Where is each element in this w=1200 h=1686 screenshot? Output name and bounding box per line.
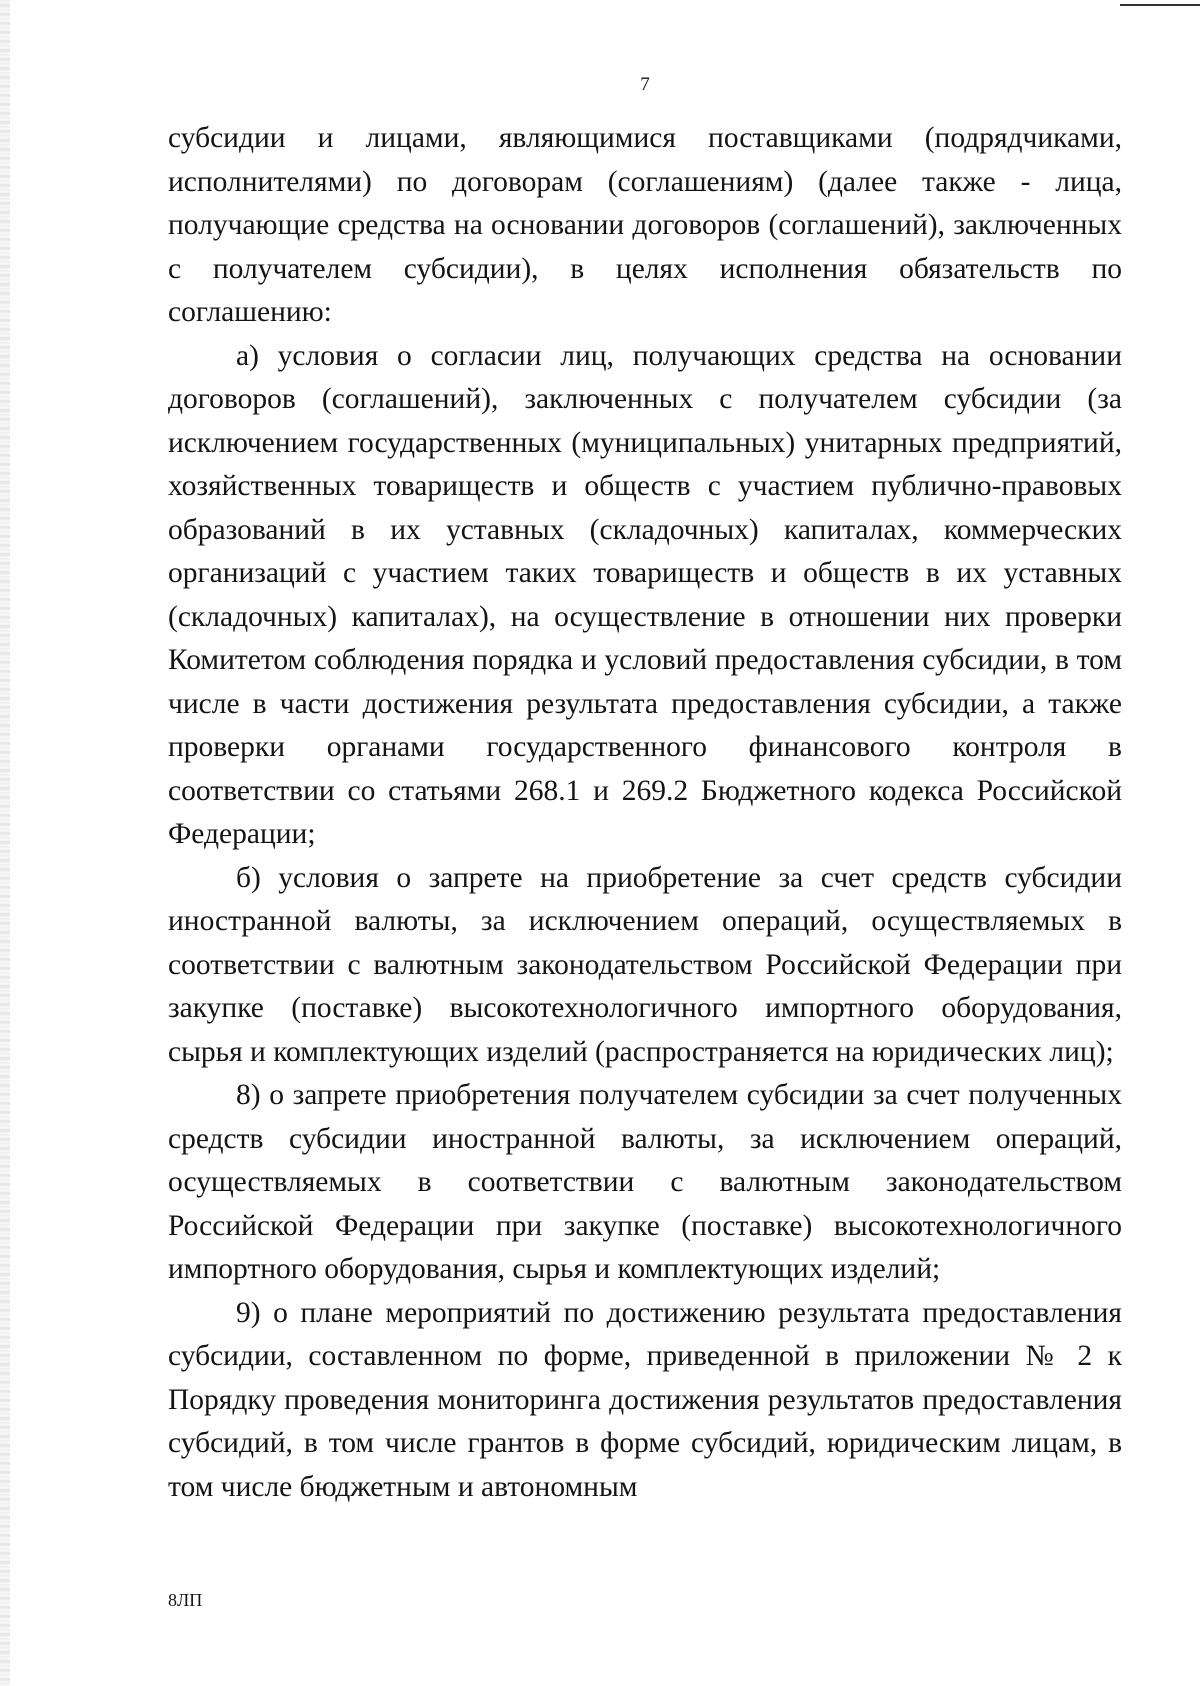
document-body [168, 117, 1122, 1509]
scan-edge-top [1120, 4, 1200, 6]
paragraph-item-9: 9) о плане мероприятий по достижению результата предоставления субсидии, составленном по форме, приведенной в приложении № 2 к Порядку проведения мониторинга достижения результатов предоставления субсидий, в том числе грантов в форме субсидий, юридическим лицам, в том числе бюджетным и автономным [168, 1296, 1122, 1503]
page-number: 7 [640, 74, 650, 95]
footer-code: 8ЛП [168, 1590, 203, 1610]
paragraph-intro-continuation: субсидии и лицами, являющимися поставщиками (подрядчиками, исполнителями) по договорам (соглашениям) (далее также - лица, получающие средства на основании договоров (соглашений), заключенных с получателем субсидии), в целях исполнения обязательств по соглашению: [168, 122, 1122, 328]
paragraph-item-8: 8) о запрете приобретения получателем субсидии за счет полученных средств субсидии иностранной валюты, за исключением операций, осуществляемых в соответствии с валютным законодательством Российской Федерации при закупке (поставке) высокотехнологичного импортного оборудования, сырья и комплектующих изделий; [168, 1079, 1122, 1285]
scan-edge-left [0, 0, 10, 1686]
paragraph-item-b: б) условия о запрете на приобретение за счет средств субсидии иностранной валюты, за исключением операций, осуществляемых в соответствии с валютным законодательством Российской Федерации при закупке (поставке) высокотехнологичного импортного оборудования, сырья и комплектующих изделий (распространяется на юридических лиц); [168, 861, 1122, 1068]
paragraph-item-a: а) условия о согласии лиц, получающих средства на основании договоров (соглашений), заключенных с получателем субсидии (за исключением государственных (муниципальных) унитарных предприятий, хозяйственных товариществ и обществ с участием публично-правовых образований в их уставных (складочных) капиталах, коммерческих организаций с участием таких товариществ и обществ в их уставных (складочных) капиталах), на осуществление в отношении них проверки Комитетом соблюдения порядка и условий предоставления субсидии, в том числе в части достижения результата предоставления субсидии, а также проверки органами государственного финансового контроля в соответствии со статьями 268.1 и 269.2 Бюджетного кодекса Российской Федерации; [168, 339, 1122, 850]
